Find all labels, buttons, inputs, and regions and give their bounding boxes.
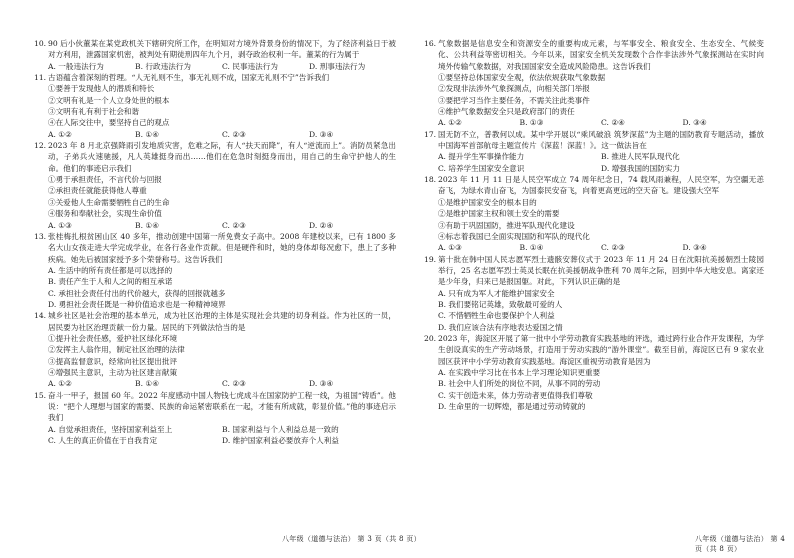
answer-choice: C. ②③ (601, 243, 625, 253)
option-line: ②是维护国家主权和领土安全的需要 (438, 209, 560, 219)
answer-choice: D. ③④ (682, 243, 707, 253)
option-line: ③有助于巩固国防，推进军队现代化建设 (438, 220, 575, 230)
option-line: ③关爱他人生命需要牺牲自己的生命 (48, 197, 170, 207)
question-10 (34, 38, 396, 72)
option-line: ④服务和奉献社会，实现生命价值 (48, 209, 162, 219)
option-line: C. 不惜牺牲生命也要保护个人利益 (438, 311, 555, 321)
option-line: ①勇于承担责任，不言代价与回报 (48, 175, 162, 185)
question-number: 13. (34, 231, 47, 241)
option-line: A. 只有成为军人才能维护国家安全 (438, 288, 555, 298)
answer-choices (424, 117, 764, 128)
question-text: 古语蕴含着深刻的哲理。“人无礼则不生，事无礼则不成，国家无礼则不宁”告诉我们 (48, 73, 330, 83)
question-stem (34, 38, 396, 61)
answer-choices (424, 242, 764, 253)
question-stem (34, 231, 396, 265)
answer-choice: B. 推进人民军队现代化 (601, 152, 680, 162)
answer-choice: B. ①④ (135, 379, 160, 389)
question-text: 2023 年 11 月 11 日是人民空军成立 74 周年纪念日，74 载风雨兼程，人民空军，为空疆无恙奋飞，为绿水青山奋飞，为国泰民安奋飞，向着更高更远的空天奋飞。建设强大空军 (438, 175, 764, 196)
answer-choice: B. ①④ (135, 220, 160, 230)
question-text: 国无防不立，普教何以成。某中学开展以“乘风破浪 筑梦深蓝”为主题的国防教育专题活动，播放中国海军首部航母主题宣传片《深蓝！深蓝！》。这一做法旨在 (438, 129, 764, 151)
question-stem (34, 390, 396, 424)
answer-choice: D. ②④ (309, 220, 334, 230)
question-number: 12. (34, 141, 47, 151)
answer-choice: B. ①④ (519, 243, 544, 253)
answer-choices (34, 129, 396, 140)
question-17 (424, 129, 764, 174)
question-number: 11. (34, 73, 47, 83)
option-line: B. 责任产生于人和人之间的相互承诺 (48, 277, 173, 287)
option-line: A. 生活中的所有责任都是可以选择的 (48, 265, 173, 275)
question-number: 18. (424, 175, 437, 185)
option-line: ②承担责任就能获得他人尊重 (48, 186, 147, 196)
question-number: 17. (424, 129, 437, 139)
answer-choice: C. 人生的真正价值在于自我肯定 (48, 436, 158, 446)
answer-choice: D. ③④ (309, 129, 334, 139)
question-stem (424, 129, 764, 152)
answer-choices (34, 220, 396, 231)
question-stem (424, 174, 764, 197)
option-line: D. 我们应该合法有序地表达爱国之情 (438, 322, 563, 332)
answer-choice: C. 民事违法行为 (222, 61, 278, 71)
option-line: ①是维护国家安全的根本目的 (438, 197, 537, 207)
answer-choice: D. 刑事违法行为 (309, 61, 366, 71)
option-line: C. 实干创造未来，体力劳动者更值得我们尊敬 (438, 390, 593, 400)
answer-choices (424, 151, 764, 162)
question-text: 气象数据是信息安全和资源安全的重要构成元素，与军事安全、粮食安全、生态安全、气候变化、公共利益等密切相关。今年以来，国家安全机关发现数个合作非法涉外气象探测站在实时向境外传输气象数据，对我国国家安全造成风险隐患。这告诉我们 (438, 39, 764, 71)
question-text: 90 后小伙董某在某党政机关下辖研究所工作，在明知对方境外背景身份的情况下，为了经济利益日于被对方利用，泄露国家机密，被判处有期徒刑四年九个月，剥夺政治权利一年。董某的行为属于 (48, 39, 396, 60)
answer-choice: A. 提升学生军事操作能力 (438, 152, 525, 162)
question-18 (424, 174, 764, 253)
option-line: ②文明有礼是一个人立身处世的根本 (48, 95, 170, 105)
answer-choice: A. ①③ (438, 243, 462, 253)
question-stem (34, 140, 396, 174)
option-line: ④在人际交往中，要坚持自己的观点 (48, 118, 170, 128)
option-line: B. 社会中人们所处的岗位不同，从事不同的劳动 (438, 379, 601, 389)
answer-choice: D. ③④ (682, 118, 707, 128)
option-line: B. 我们要铭记英雄，致敬最可爱的人 (438, 299, 563, 309)
option-line: ①要坚持总体国家安全观，依法依规获取气象数据 (438, 73, 606, 83)
question-12 (34, 140, 396, 231)
answer-choice: B. 行政违法行为 (135, 61, 191, 71)
question-number: 19. (424, 254, 437, 264)
answer-choice: C. ②④ (601, 118, 625, 128)
answer-choices (34, 435, 396, 446)
option-line: ④标志着我国已全面实现国防和军队的现代化 (438, 231, 590, 241)
answer-choices (34, 378, 396, 389)
answer-choice: A. 自觉承担责任，坚持国家利益至上 (48, 424, 173, 434)
option-line: D. 生命里的一切辉煌，都是通过劳动铸就的 (438, 402, 586, 411)
option-line: D. 勇担社会责任既是一种价值追求也是一种精神境界 (48, 299, 226, 309)
question-number: 15. (34, 390, 47, 400)
question-text: 2023 年 8 月北京强降雨引发地质灾害，危难之际，有人“扶天而降”，有人“逆流而上”。消防员紧急出动，子弟兵火速驰援，凡人英雄挺身而出……他们在危急时刻挺身而出，用自己的生命守护他人的生命。他们的事迹启示我们 (48, 141, 396, 173)
question-text: 2023 年，海淀区开展了第一批中小学劳动教育实践基地的评选，通过跨行业合作开发课程，为学生创设真实的生产劳动场景，打造用于劳动实践的“游外课堂”。截至目前，海淀区已有 9 家农业园区获评中小学劳动教育实践基地。海淀区重视劳动教育是因为 (438, 333, 764, 366)
answer-choices (34, 61, 396, 72)
option-line: ①要善于发现他人的潜质和特长 (48, 84, 155, 94)
answer-choice: C. 培养学生国家安全意识 (438, 163, 525, 173)
answer-choice: B. ①③ (519, 118, 544, 128)
question-14 (34, 310, 396, 389)
question-number: 10. (34, 39, 47, 48)
question-stem (34, 72, 396, 83)
right-column (424, 38, 764, 412)
answer-choice: A. 一般违法行为 (48, 61, 104, 71)
page-footer-right: 八年级（道德与法治） 第 4 页（共 8 页） (695, 535, 786, 553)
answer-choice: C. ②③ (222, 379, 246, 389)
option-line: ④维护气象数据安全只是政府部门的责任 (438, 107, 575, 117)
question-15 (34, 390, 396, 447)
question-stem (424, 333, 764, 367)
answer-choice: A. ①② (438, 118, 462, 128)
option-line: ④增强民主意识，主动为社区建言献策 (48, 367, 178, 377)
option-line: ③提高监督意识，经常向社区提出批评 (48, 356, 178, 366)
question-20 (424, 333, 764, 412)
answer-choice: A. ①② (48, 129, 72, 139)
option-line: ②发挥主人翁作用，制定社区治理的法律 (48, 345, 185, 355)
question-text: 第十批在韩中国人民志愿军烈士遗骸安葬仪式于 2023 年 11 月 24 日在沈阳抗美援朝烈士陵园举行，25 名志愿军烈士英灵长眠在抗美援朝战争胜利 70 周年之际，回到中华大地安息。离家还是少年身，归来已是报国躯。对此，下列认识正确的是 (438, 254, 764, 287)
answer-choice: A. ①② (48, 379, 72, 389)
answer-choice: C. ②③ (222, 129, 246, 139)
question-stem (424, 254, 764, 288)
question-11 (34, 72, 396, 140)
question-text: 张桂梅扎根贫困山区 40 多年，推动创建中国第一所免费女子高中。2008 年建校以来，已有 1800 多名大山女孩走进大学完成学业，在各行各业作贡献。但是硬件和时，她的身体却每况愈下，患上了多种疾病。她先后被国家授予多个荣誉称号。这告诉我们 (48, 231, 396, 264)
question-19 (424, 254, 764, 333)
question-number: 16. (424, 39, 437, 48)
question-13 (34, 231, 396, 310)
option-line: A. 在实践中学习比在书本上学习理论知识更重要 (438, 367, 601, 377)
option-line: ①提升社会责任感，爱护社区绿化环境 (48, 333, 178, 343)
answer-choice: D. 维护国家利益必要放弃个人利益 (222, 436, 339, 446)
answer-choice: B. 国家利益与个人利益总是一致的 (222, 424, 339, 434)
question-stem (424, 38, 764, 72)
question-text: 城乡社区是社会治理的基本单元，成为社区治理的主体是实现社会共建的切身利益。作为社区的一员，居民要为社区治理贡献一份力量。居民的下列做法恰当的是 (48, 311, 396, 332)
answer-choice: A. ①③ (48, 220, 72, 230)
option-line: C. 承担社会责任付出的代价越大，获得的回报就越多 (48, 288, 226, 298)
question-text: 奋斗一甲子，报国 60 年。2022 年度感动中国人物钱七虎成斗在国家防护工程一线，为祖国“铸盾”。他说：“把个人理想与国家的需要、民族的命运紧密联系在一起，才能有所成就，彰显价值。”他的事迹启示我们 (48, 390, 396, 423)
page-footer-left: 八年级（道德与法治） 第 3 页（共 8 页） (282, 535, 421, 543)
question-stem (34, 310, 396, 333)
question-16 (424, 38, 764, 129)
question-number: 14. (34, 311, 47, 321)
answer-choice: B. ①④ (135, 129, 160, 139)
question-number: 20. (424, 333, 437, 343)
answer-choice: D. 增强我国的国防实力 (601, 163, 680, 173)
option-line: ③文明有礼有利于社会和谐 (48, 107, 140, 117)
option-line: ③要把学习当作主要任务，不需关注此类事件 (438, 95, 590, 105)
left-column (34, 38, 396, 446)
answer-choice: D. ③④ (309, 379, 334, 389)
answer-choices (424, 163, 764, 174)
answer-choices (34, 424, 396, 435)
answer-choice: C. ②③ (222, 220, 246, 230)
option-line: ②发现非法涉外气象探测点，向相关部门举报 (438, 84, 590, 94)
